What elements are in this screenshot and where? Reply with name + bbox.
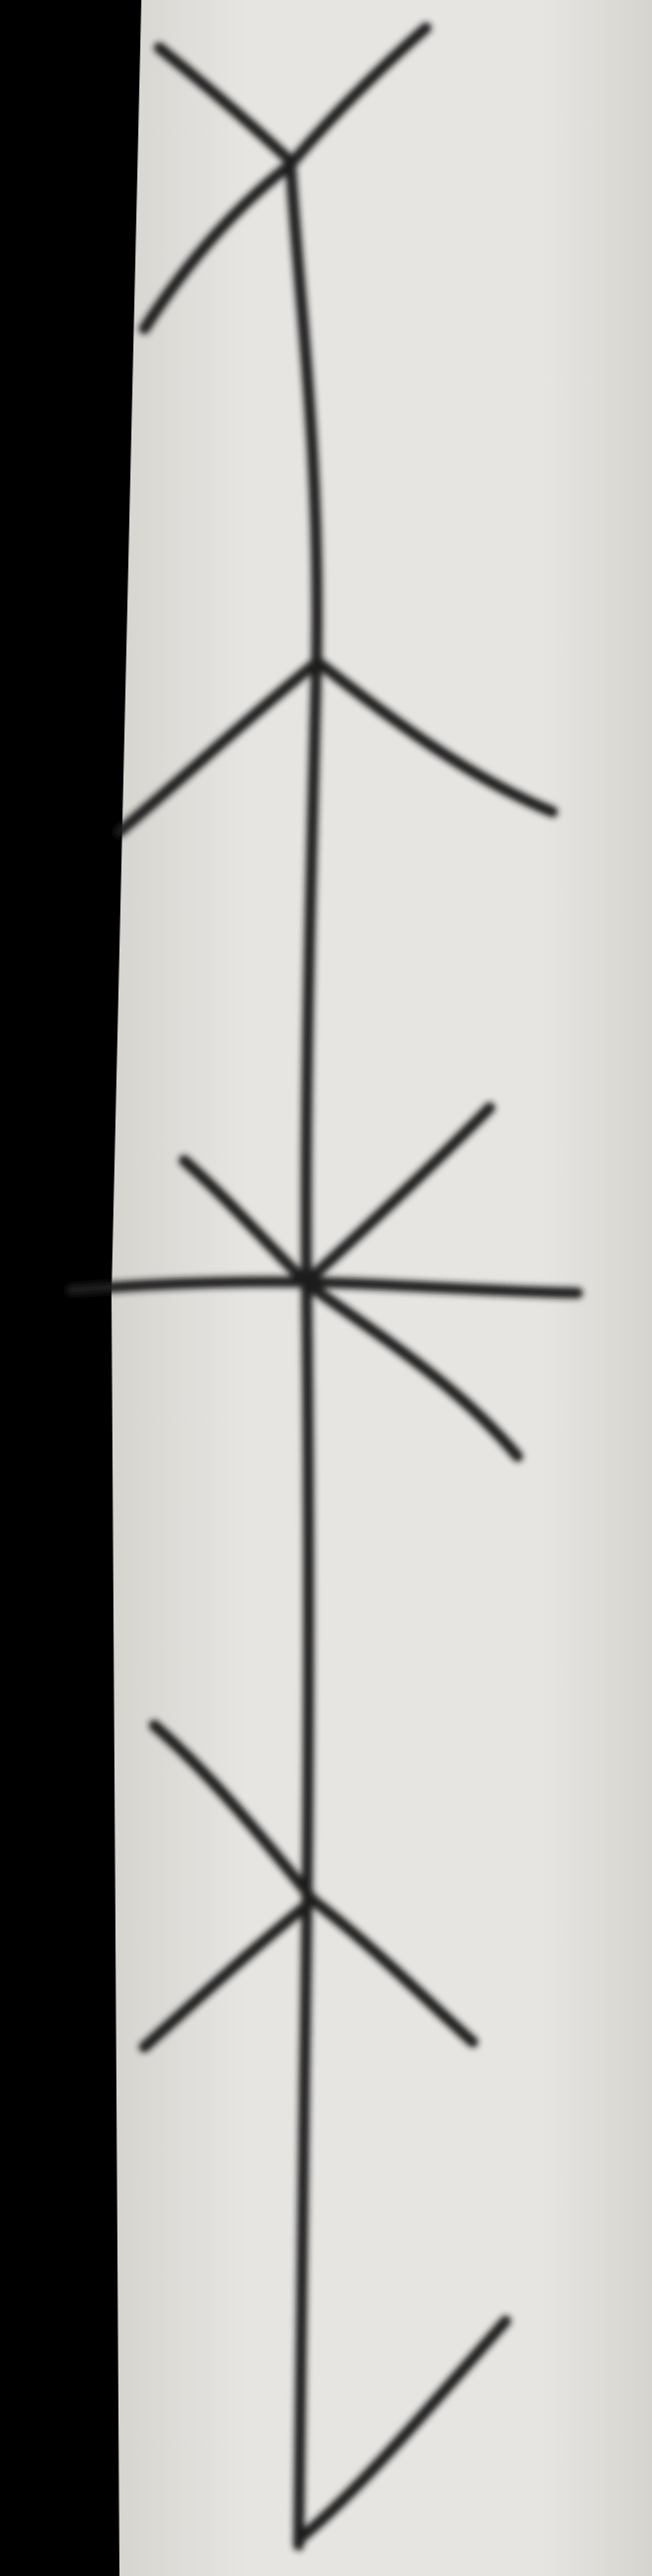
star-center-dot xyxy=(299,1280,311,1287)
